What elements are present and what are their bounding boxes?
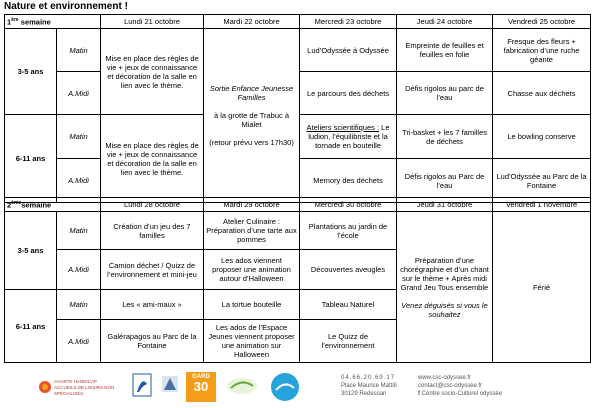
handicap-charter-logo — [38, 376, 120, 398]
day-header: Vendredi 25 octobre — [493, 15, 591, 29]
day-header: Mardi 22 octobre — [204, 15, 300, 29]
activity-cell: Memory des déchets — [300, 159, 397, 203]
outing-place: à la grotte de Trabuc à Mialet — [213, 111, 290, 129]
holiday-cell: Férié — [493, 212, 591, 363]
activity-cell — [300, 115, 397, 159]
age-group-small: 3-5 ans — [5, 29, 57, 115]
partner-logo-green — [225, 376, 259, 396]
workshop-desc: Le ludion, l’équilibriste et la tornade en bouteille — [308, 123, 390, 150]
day-header: Lundi 21 octobre — [101, 15, 204, 29]
activity-cell: Lud’Odyssée au Parc de la Fontaine — [493, 159, 591, 203]
slot-matin: Matin — [57, 29, 101, 72]
activity-cell: Fresque des fleurs + fabrication d’une ruche géante — [493, 29, 591, 72]
outing-return: (retour prévu vers 17h30) — [209, 138, 294, 147]
day-header: Lundi 28 octobre — [101, 198, 204, 212]
activity-cell: Chasse aux déchets — [493, 72, 591, 115]
region-icon — [160, 374, 180, 398]
week1-label: 1ère semaine — [5, 15, 101, 29]
address-line: 30129 Redessan — [341, 391, 387, 398]
week2-label: 2èmesemaine — [5, 198, 101, 212]
facebook-icon: f — [418, 391, 420, 398]
activity-cell: Atelier Culinaire : Préparation d’une tarte aux pommes — [204, 212, 300, 250]
gard-label: GARD — [192, 374, 210, 380]
activity-cell: Mise en place des règles de vie + jeux de connaissance et décoration de la salle en lien avec le thème. — [101, 115, 204, 203]
website-link[interactable]: www.csc-odyssee.fr — [418, 375, 472, 381]
partner-green-icon — [225, 376, 259, 396]
slot-matin: Matin — [57, 115, 101, 159]
activity-cell: La tortue bouteille — [204, 290, 300, 320]
handicap-logo-icon — [38, 380, 52, 394]
activity-cell: Découvertes aveugles — [300, 250, 397, 290]
caf-icon — [132, 372, 152, 400]
activity-cell: Le bowling conserve — [493, 115, 591, 159]
activity-cell: Les « ami-maux » — [101, 290, 204, 320]
day-header: Vendredi 1 novembre — [493, 198, 591, 212]
activity-cell: Le parcours des déchets — [300, 72, 397, 115]
contact-block — [341, 374, 397, 398]
day-header: Jeudi 31 octobre — [397, 198, 493, 212]
slot-amidi: A.Midi — [57, 320, 101, 363]
handicap-logo-text: CHARTE HANDICAP ACCUEILS DE LOISIRS NON SPÉCIALISÉS — [54, 379, 115, 396]
activity-cell: Camion déchet / Quizz de l’environnement et mini-jeu — [101, 250, 204, 290]
caf-logo — [132, 372, 152, 400]
gard-logo — [186, 372, 216, 402]
day-header: Mercredi 30 octobre — [300, 198, 397, 212]
address-line: Place Maurice Mattiti — [341, 383, 397, 390]
outing-cell — [204, 29, 300, 203]
activity-cell: Galérapagos au Parc de la Fontaine — [101, 320, 204, 363]
week2-table — [4, 197, 591, 363]
activity-cell: Défis rigolos au parc de l’eau — [397, 72, 493, 115]
day-header: Mardi 29 octobre — [204, 198, 300, 212]
page-title: Nature et environnement ! — [4, 1, 128, 12]
age-group-small: 3-5 ans — [5, 212, 57, 290]
activity-cell: Le Quizz de l’environnement — [300, 320, 397, 363]
week1-table — [4, 14, 591, 203]
activity-cell: Les ados viennent proposer une animation autour d’Halloween — [204, 250, 300, 290]
costume-note: Venez déguisés si vous le souhaitez — [401, 300, 488, 319]
activity-cell: Plantations au jardin de l’école — [300, 212, 397, 250]
phone-number: 04.66.20.69.17 — [341, 375, 396, 381]
age-group-big: 6-11 ans — [5, 290, 57, 363]
activity-cell: Tableau Naturel — [300, 290, 397, 320]
big-game-cell — [397, 212, 493, 363]
age-group-big: 6-11 ans — [5, 115, 57, 203]
slot-matin: Matin — [57, 212, 101, 250]
slot-amidi: A.Midi — [57, 250, 101, 290]
activity-cell: Tri-basket + les 7 familles de déchets — [397, 115, 493, 159]
odyssee-logo — [270, 372, 300, 402]
slot-matin: Matin — [57, 290, 101, 320]
email-link[interactable]: contact@csc-odyssee.fr — [418, 383, 483, 390]
big-game-desc: Préparation d’une chorégraphie et d’un chant sur le thème + Après midi Grand Jeu Tous ensemble — [400, 255, 489, 292]
activity-cell: Création d’un jeu des 7 familles — [101, 212, 204, 250]
day-header: Jeudi 24 octobre — [397, 15, 493, 29]
workshop-title: Ateliers scientifiques : — [306, 123, 380, 132]
region-logo — [160, 374, 180, 398]
facebook-link[interactable]: f Centre socio-Culturel odyssée — [418, 391, 503, 398]
activity-cell: Lud’Odyssée à Odyssée — [300, 29, 397, 72]
slot-amidi: A.Midi — [57, 159, 101, 203]
day-header: Mercredi 23 octobre — [300, 15, 397, 29]
slot-amidi: A.Midi — [57, 72, 101, 115]
gard-number: 30 — [193, 379, 209, 394]
activity-cell: Défis rigolos au Parc de l’eau — [397, 159, 493, 203]
activity-cell: Mise en place des règles de vie + jeux de connaissance et décoration de la salle en lien avec le thème. — [101, 29, 204, 115]
activity-cell: Empreinte de feuilles et feuilles en folie — [397, 29, 493, 72]
odyssee-icon — [270, 372, 300, 402]
web-block — [418, 374, 502, 398]
outing-title: Sortie Enfance Jeunesse Familles — [209, 84, 294, 102]
footer — [0, 368, 600, 408]
activity-cell: Les ados de l’Espace Jeunes viennent proposer une animation sur Halloween — [204, 320, 300, 363]
